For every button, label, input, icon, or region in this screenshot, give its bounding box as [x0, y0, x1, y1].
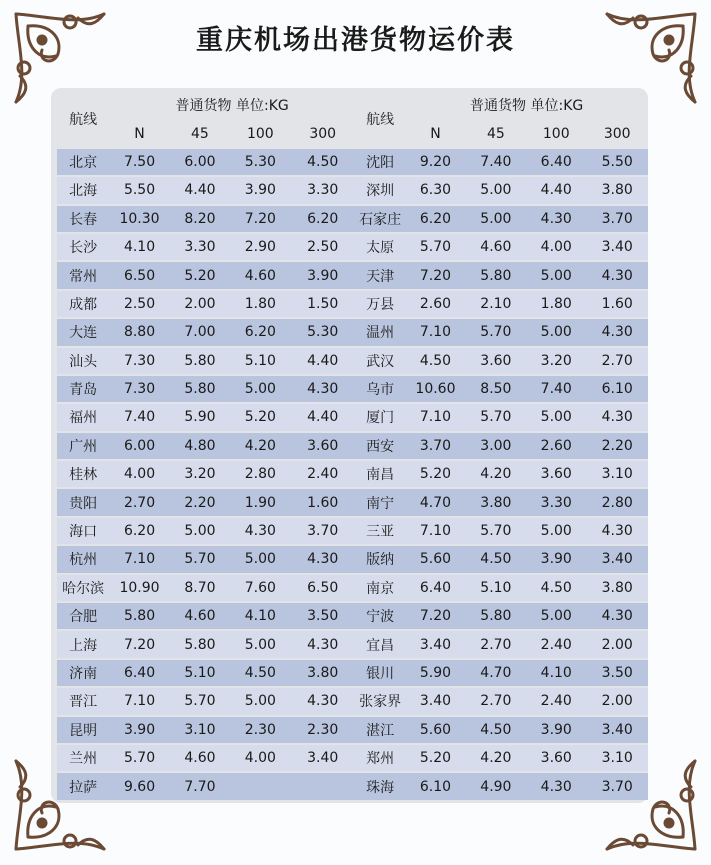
route-city-left: 上海: [57, 631, 109, 657]
table-row: [57, 319, 648, 345]
route-city-right: 太原: [355, 234, 405, 260]
page-title: 重庆机场出港货物运价表: [196, 25, 515, 56]
route-city-right: 宜昌: [355, 631, 405, 657]
rate-value-right: 3.70: [586, 206, 648, 232]
rate-value-right: 3.80: [586, 575, 648, 601]
rate-value-left: 4.20: [230, 433, 290, 459]
route-city-right: 西安: [355, 433, 405, 459]
route-city-right: 张家界: [355, 688, 405, 714]
table-row: [57, 717, 648, 743]
rate-value-right: 4.30: [586, 262, 648, 288]
rate-value-left: 4.00: [109, 461, 169, 487]
route-city-left: 北海: [57, 177, 109, 203]
rate-value-left: 8.70: [170, 575, 230, 601]
route-city-right: 银川: [355, 660, 405, 686]
route-city-left: 拉萨: [57, 773, 109, 799]
rate-value-right: 6.10: [405, 773, 465, 799]
rate-value-right: 5.20: [405, 745, 465, 771]
rate-value-right: 3.40: [586, 717, 648, 743]
rate-value-left: 2.70: [109, 489, 169, 515]
rate-value-right: 3.40: [405, 631, 465, 657]
route-city-right: 南京: [355, 575, 405, 601]
rate-value-right: 3.60: [526, 461, 586, 487]
rate-value-left: 2.00: [170, 291, 230, 317]
rate-value-right: 3.40: [586, 546, 648, 572]
table-row: [57, 631, 648, 657]
rate-value-left: 5.00: [230, 631, 290, 657]
table-row: [57, 234, 648, 260]
rate-value-right: 4.40: [526, 177, 586, 203]
rate-value-right: 5.00: [526, 603, 586, 629]
rate-value-left: 3.60: [291, 433, 355, 459]
rate-value-right: 6.20: [405, 206, 465, 232]
rate-value-left: 4.30: [291, 546, 355, 572]
table-row: [57, 376, 648, 402]
rate-value-left: 4.60: [230, 262, 290, 288]
route-city-left: 杭州: [57, 546, 109, 572]
rate-value-right: 5.00: [466, 206, 526, 232]
table-row: [57, 773, 648, 799]
rate-value-left: 2.80: [230, 461, 290, 487]
column-header-45-left: 45: [191, 125, 209, 142]
rate-value-left: 7.50: [109, 149, 169, 175]
rate-value-left: 4.00: [230, 745, 290, 771]
rate-value-right: 2.40: [526, 688, 586, 714]
rate-value-right: 2.60: [405, 291, 465, 317]
route-city-right: 万县: [355, 291, 405, 317]
rate-value-right: 2.70: [466, 631, 526, 657]
rate-value-right: 7.10: [405, 404, 465, 430]
table-row: [57, 461, 648, 487]
rate-value-left: 7.60: [230, 575, 290, 601]
rate-value-left: 3.90: [291, 262, 355, 288]
route-city-right: 宁波: [355, 603, 405, 629]
rate-value-right: 4.60: [466, 234, 526, 260]
rate-value-left: 3.20: [170, 461, 230, 487]
rate-value-left: 5.50: [109, 177, 169, 203]
rate-table-body: [57, 149, 648, 800]
rate-value-right: 5.60: [405, 717, 465, 743]
rate-value-right: 3.90: [526, 546, 586, 572]
rate-value-left: 4.50: [230, 660, 290, 686]
route-city-left: 汕头: [57, 348, 109, 374]
group-header-right: 普通货物 单位:KG: [470, 98, 584, 115]
table-row: [57, 745, 648, 771]
route-city-right: 南昌: [355, 461, 405, 487]
rate-value-right: 10.60: [405, 376, 465, 402]
rate-value-left: 9.60: [109, 773, 169, 799]
rate-value-left: 5.00: [230, 688, 290, 714]
rate-value-left: 4.30: [291, 376, 355, 402]
rate-value-left: 7.10: [109, 546, 169, 572]
rate-value-left: 5.70: [109, 745, 169, 771]
rate-value-right: 3.50: [586, 660, 648, 686]
rate-value-left: 4.60: [170, 745, 230, 771]
rate-value-left: 1.60: [291, 489, 355, 515]
route-city-left: 昆明: [57, 717, 109, 743]
rate-value-right: 5.50: [586, 149, 648, 175]
route-city-right: 郑州: [355, 745, 405, 771]
rate-value-left: 6.00: [109, 433, 169, 459]
rate-value-left: 3.80: [291, 660, 355, 686]
column-header-300-left: 300: [309, 125, 337, 142]
table-row: [57, 149, 648, 175]
rate-value-right: 3.20: [526, 348, 586, 374]
rate-value-left: 3.40: [291, 745, 355, 771]
rate-value-left: 3.10: [170, 717, 230, 743]
table-row: [57, 518, 648, 544]
rate-value-right: 4.30: [526, 773, 586, 799]
route-city-left: 海口: [57, 518, 109, 544]
rate-value-right: 4.30: [586, 518, 648, 544]
rate-value-left: 2.40: [291, 461, 355, 487]
rate-value-right: 5.80: [466, 603, 526, 629]
route-city-right: 石家庄: [355, 206, 405, 232]
rate-value-right: 9.20: [405, 149, 465, 175]
rate-value-left: 7.10: [109, 688, 169, 714]
rate-value-left: 2.50: [109, 291, 169, 317]
rate-value-right: 4.10: [526, 660, 586, 686]
rate-value-left: 3.50: [291, 603, 355, 629]
rate-value-right: 6.40: [405, 575, 465, 601]
table-row: [57, 262, 648, 288]
rate-value-left: 5.30: [291, 319, 355, 345]
rate-value-right: 3.60: [526, 745, 586, 771]
rate-value-left: 5.00: [230, 376, 290, 402]
rate-value-right: 5.70: [405, 234, 465, 260]
route-city-right: 厦门: [355, 404, 405, 430]
rate-value-left: 1.90: [230, 489, 290, 515]
rate-value-right: 1.60: [586, 291, 648, 317]
table-row: [57, 433, 648, 459]
route-city-right: 乌市: [355, 376, 405, 402]
route-city-left: 青岛: [57, 376, 109, 402]
route-city-right: 三亚: [355, 518, 405, 544]
rate-value-right: 5.00: [526, 404, 586, 430]
group-header-left: 普通货物 单位:KG: [175, 98, 289, 115]
route-city-left: 广州: [57, 433, 109, 459]
rate-value-left: 2.90: [230, 234, 290, 260]
rate-value-left: 4.10: [109, 234, 169, 260]
rate-value-right: 3.30: [526, 489, 586, 515]
route-city-right: 珠海: [355, 773, 405, 799]
rate-value-right: 5.10: [466, 575, 526, 601]
route-city-left: 合肥: [57, 603, 109, 629]
route-city-left: 成都: [57, 291, 109, 317]
rate-value-left: 5.20: [170, 262, 230, 288]
rate-value-left: 5.10: [230, 348, 290, 374]
route-city-left: 北京: [57, 149, 109, 175]
rate-value-right: 2.80: [586, 489, 648, 515]
rate-table: [57, 90, 648, 802]
rate-value-left: 5.00: [170, 518, 230, 544]
rate-value-right: 4.00: [526, 234, 586, 260]
rate-value-right: 5.70: [466, 404, 526, 430]
rate-value-left: 5.90: [170, 404, 230, 430]
rate-value-left: 5.00: [230, 546, 290, 572]
table-row: [57, 404, 648, 430]
rate-value-right: 4.70: [405, 489, 465, 515]
rate-value-left: 4.30: [291, 631, 355, 657]
rate-value-right: 4.30: [526, 206, 586, 232]
rate-value-right: 3.90: [526, 717, 586, 743]
rate-value-right: 2.60: [526, 433, 586, 459]
rate-value-left: 6.50: [291, 575, 355, 601]
column-header-100-right: 100: [542, 125, 570, 142]
table-row: [57, 177, 648, 203]
rate-value-right: 7.40: [466, 149, 526, 175]
route-city-left: 福州: [57, 404, 109, 430]
rate-value-left: 2.30: [230, 717, 290, 743]
rate-value-left: 10.90: [109, 575, 169, 601]
route-city-right: 版纳: [355, 546, 405, 572]
rate-value-right: 3.80: [586, 177, 648, 203]
rate-value-left: 3.30: [170, 234, 230, 260]
route-city-left: 长春: [57, 206, 109, 232]
rate-value-right: 2.20: [586, 433, 648, 459]
rate-value-left: 3.90: [109, 717, 169, 743]
rate-value-left: 5.80: [109, 603, 169, 629]
rate-value-right: 4.30: [586, 319, 648, 345]
route-city-right: 湛江: [355, 717, 405, 743]
rate-value-right: 5.70: [466, 319, 526, 345]
rate-value-left: 6.40: [109, 660, 169, 686]
route-city-right: 南宁: [355, 489, 405, 515]
rate-value-right: 3.70: [586, 773, 648, 799]
rate-value-left: 1.80: [230, 291, 290, 317]
rate-value-left: 6.20: [230, 319, 290, 345]
rate-value-left: 5.80: [170, 631, 230, 657]
rate-value-left: [230, 773, 290, 799]
column-header-100-left: 100: [246, 125, 274, 142]
rate-value-right: 5.00: [466, 177, 526, 203]
column-header-300-right: 300: [603, 125, 631, 142]
table-row: [57, 489, 648, 515]
rate-value-left: 4.50: [291, 149, 355, 175]
route-city-right: 深圳: [355, 177, 405, 203]
rate-value-right: 4.50: [466, 717, 526, 743]
rate-value-right: 7.10: [405, 518, 465, 544]
rate-value-left: 4.10: [230, 603, 290, 629]
route-city-right: 温州: [355, 319, 405, 345]
rate-value-left: 5.80: [170, 348, 230, 374]
rate-value-left: 5.70: [170, 688, 230, 714]
rate-value-right: 7.20: [405, 603, 465, 629]
rate-value-left: 5.30: [230, 149, 290, 175]
route-city-left: 贵阳: [57, 489, 109, 515]
rate-value-right: 3.40: [405, 688, 465, 714]
rate-value-left: 3.70: [291, 518, 355, 544]
rate-value-left: 2.20: [170, 489, 230, 515]
table-row: [57, 660, 648, 686]
rate-value-left: 4.30: [291, 688, 355, 714]
rate-value-right: 7.20: [405, 262, 465, 288]
route-city-right: 天津: [355, 262, 405, 288]
table-row: [57, 348, 648, 374]
rate-value-right: 2.00: [586, 631, 648, 657]
rate-value-left: 4.30: [230, 518, 290, 544]
rate-value-right: 3.80: [466, 489, 526, 515]
rate-value-left: 6.20: [291, 206, 355, 232]
rate-value-right: 2.10: [466, 291, 526, 317]
route-city-left: 济南: [57, 660, 109, 686]
rate-value-right: 4.70: [466, 660, 526, 686]
rate-value-left: 3.30: [291, 177, 355, 203]
rate-value-right: 5.00: [526, 262, 586, 288]
rate-value-right: 5.60: [405, 546, 465, 572]
rate-value-left: 4.80: [170, 433, 230, 459]
route-city-left: 哈尔滨: [57, 575, 109, 601]
rate-value-right: 4.90: [466, 773, 526, 799]
column-header-n-right: N: [430, 125, 441, 142]
rate-value-right: 2.00: [586, 688, 648, 714]
rate-value-right: 3.70: [405, 433, 465, 459]
rate-value-right: 3.10: [586, 745, 648, 771]
rate-value-left: 7.00: [170, 319, 230, 345]
rate-value-left: 7.30: [109, 376, 169, 402]
route-city-left: 长沙: [57, 234, 109, 260]
rate-value-left: 7.40: [109, 404, 169, 430]
rate-value-right: 4.30: [586, 404, 648, 430]
rate-value-right: 4.50: [405, 348, 465, 374]
rate-value-left: 7.20: [230, 206, 290, 232]
rate-value-left: 5.80: [170, 376, 230, 402]
rate-value-left: 8.80: [109, 319, 169, 345]
route-header-left: 航线: [69, 112, 98, 129]
rate-value-left: 5.70: [170, 546, 230, 572]
rate-value-right: 4.20: [466, 745, 526, 771]
rate-value-right: 4.20: [466, 461, 526, 487]
table-row: [57, 575, 648, 601]
rate-value-left: 5.10: [170, 660, 230, 686]
route-city-left: 常州: [57, 262, 109, 288]
rate-value-right: 2.70: [466, 688, 526, 714]
column-header-n-left: N: [134, 125, 145, 142]
rate-value-left: 6.00: [170, 149, 230, 175]
rate-value-right: 5.00: [526, 518, 586, 544]
rate-value-left: 2.30: [291, 717, 355, 743]
rate-value-left: [291, 773, 355, 799]
rate-value-right: 7.40: [526, 376, 586, 402]
route-city-right: 武汉: [355, 348, 405, 374]
column-header-45-right: 45: [486, 125, 505, 142]
table-row: [57, 206, 648, 232]
rate-value-right: 5.00: [526, 319, 586, 345]
route-city-left: 大连: [57, 319, 109, 345]
route-city-left: 晋江: [57, 688, 109, 714]
rate-value-right: 5.20: [405, 461, 465, 487]
rate-value-left: 6.50: [109, 262, 169, 288]
rate-value-left: 5.20: [230, 404, 290, 430]
route-city-left: 桂林: [57, 461, 109, 487]
rate-value-right: 5.70: [466, 518, 526, 544]
rate-value-right: 6.40: [526, 149, 586, 175]
rate-value-right: 4.50: [526, 575, 586, 601]
rate-value-left: 1.50: [291, 291, 355, 317]
rate-value-right: 2.70: [586, 348, 648, 374]
rate-value-right: 3.10: [586, 461, 648, 487]
rate-value-left: 10.30: [109, 206, 169, 232]
rate-value-left: 8.20: [170, 206, 230, 232]
rate-value-right: 6.10: [586, 376, 648, 402]
rate-value-left: 7.30: [109, 348, 169, 374]
rate-value-right: 7.10: [405, 319, 465, 345]
rate-value-left: 7.70: [170, 773, 230, 799]
rate-value-left: 4.40: [291, 348, 355, 374]
route-city-right: 沈阳: [355, 149, 405, 175]
rate-value-left: 3.90: [230, 177, 290, 203]
rate-value-left: 4.60: [170, 603, 230, 629]
table-row: [57, 291, 648, 317]
table-row: [57, 546, 648, 572]
rate-value-right: 6.30: [405, 177, 465, 203]
rate-value-right: 3.60: [466, 348, 526, 374]
rate-value-right: 1.80: [526, 291, 586, 317]
rate-value-left: 4.40: [291, 404, 355, 430]
route-city-left: 兰州: [57, 745, 109, 771]
rate-value-left: 4.40: [170, 177, 230, 203]
rate-value-right: 3.00: [466, 433, 526, 459]
rate-value-right: 5.80: [466, 262, 526, 288]
rate-value-right: 3.40: [586, 234, 648, 260]
rate-value-right: 4.50: [466, 546, 526, 572]
rate-value-right: 4.30: [586, 603, 648, 629]
rate-value-left: 2.50: [291, 234, 355, 260]
table-row: [57, 603, 648, 629]
rate-value-left: 6.20: [109, 518, 169, 544]
rate-value-right: 8.50: [466, 376, 526, 402]
table-row: [57, 688, 648, 714]
rate-value-left: 7.20: [109, 631, 169, 657]
route-header-right: 航线: [366, 112, 395, 129]
rate-value-right: 2.40: [526, 631, 586, 657]
rate-value-right: 5.90: [405, 660, 465, 686]
